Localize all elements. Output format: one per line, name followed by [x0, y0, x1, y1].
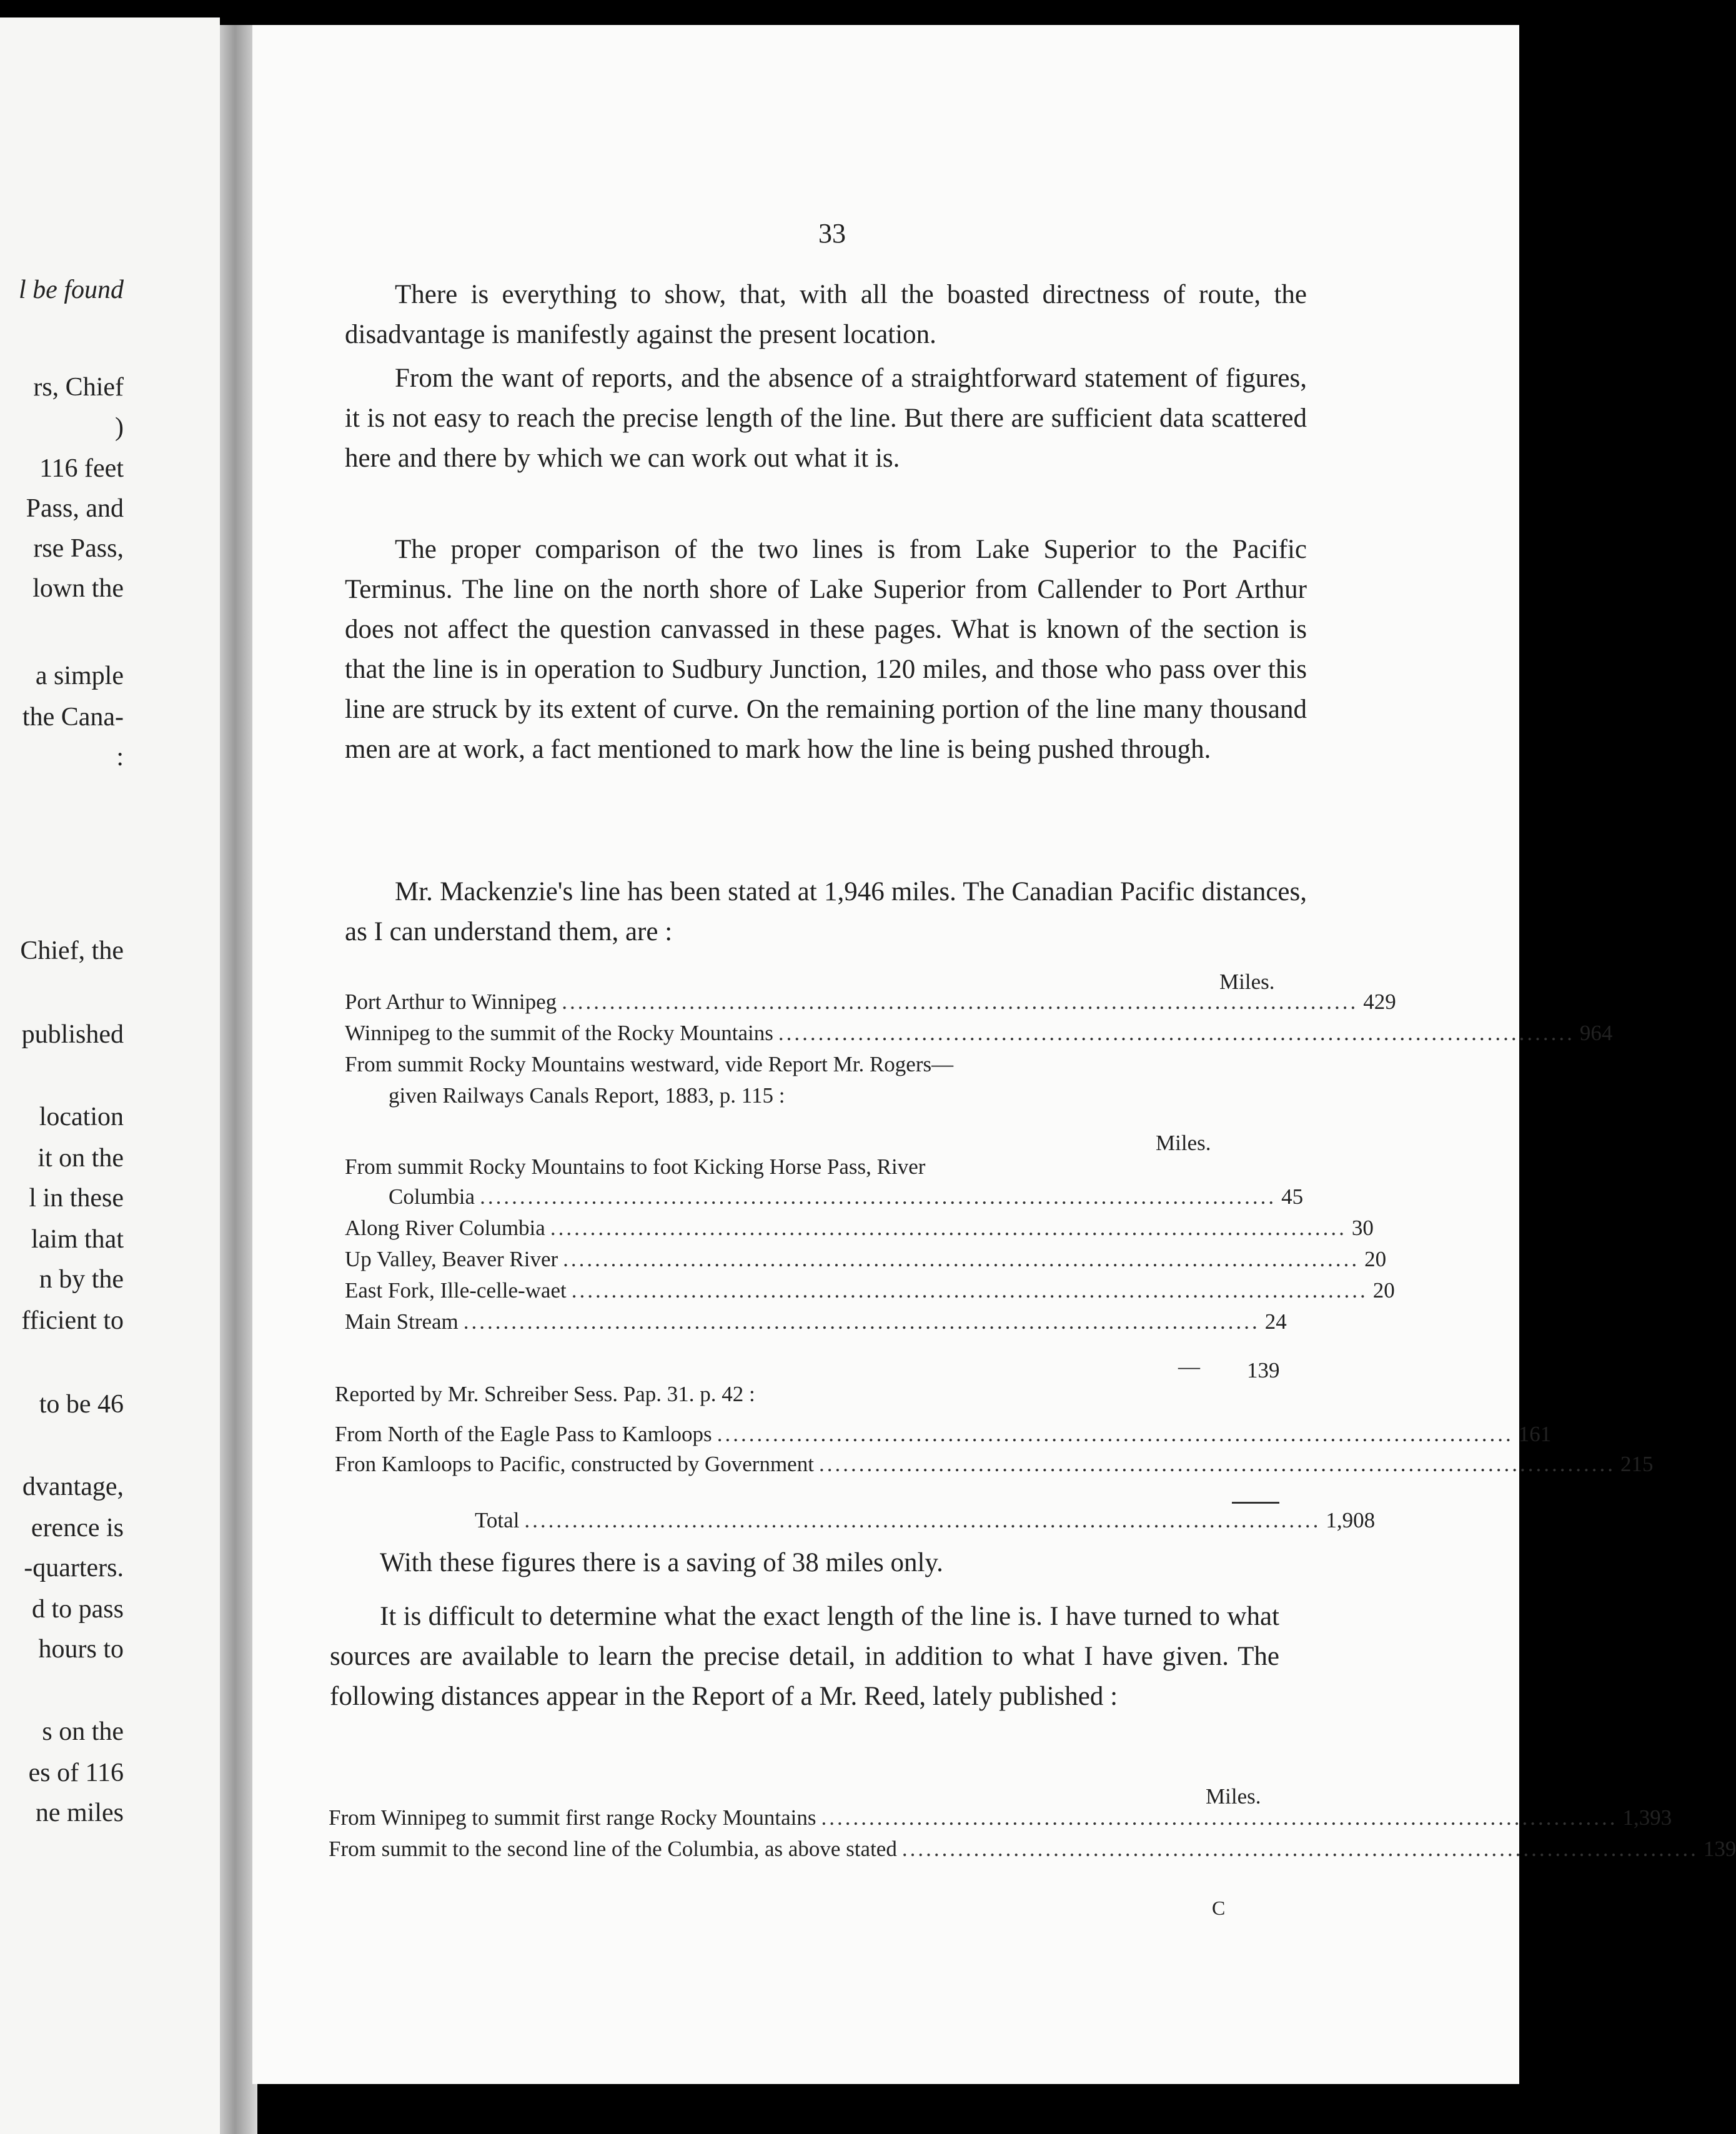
- left-fragment: dvantage,: [22, 1472, 124, 1501]
- row-value: 30: [1351, 1216, 1374, 1240]
- table-header: Miles.: [1156, 1131, 1211, 1155]
- row-label: From Winnipeg to summit first range Rocky Mountains: [329, 1805, 816, 1830]
- left-fragment: location: [39, 1103, 124, 1131]
- left-fragment: rs, Chief: [33, 373, 124, 402]
- row-label: Port Arthur to Winnipeg: [345, 990, 557, 1014]
- left-fragment: Chief, the: [20, 936, 124, 965]
- table-row: [329, 1805, 1672, 1830]
- left-fragment: published: [21, 1020, 124, 1049]
- left-fragment: ): [115, 413, 124, 442]
- row-value: 24: [1264, 1309, 1287, 1334]
- row-label: Main Stream: [345, 1309, 459, 1334]
- paragraph: From the want of reports, and the absence of a straightforward statement of figures, it is not easy to reach the precise length of the line. But there are sufficient data scattered here and there by which we can work out what it is.: [345, 364, 1307, 473]
- leader-dots: ....................................................................................................: [463, 1309, 1260, 1334]
- paragraph: With these figures there is a saving of 38 miles only.: [380, 1548, 943, 1577]
- left-fragment: Pass, and: [26, 494, 124, 523]
- row-label: Along River Columbia: [345, 1216, 545, 1240]
- leader-dots: ....................................................................................................: [563, 1247, 1360, 1271]
- leader-dots: ....................................................................................................: [901, 1837, 1699, 1861]
- left-page: [0, 17, 220, 2134]
- leader-dots: ....................................................................................................: [821, 1805, 1618, 1830]
- left-fragment: -quarters.: [24, 1554, 124, 1582]
- total-row: [475, 1508, 1376, 1533]
- row-value: 45: [1281, 1184, 1304, 1209]
- leader-dots: ....................................................................................................: [480, 1184, 1277, 1209]
- leader-dots: ....................................................................................................: [717, 1422, 1514, 1446]
- left-fragment: hours to: [38, 1635, 124, 1664]
- left-fragment: es of 116: [28, 1759, 124, 1787]
- left-fragment: :: [116, 743, 124, 772]
- leader-dots: ....................................................................................................: [524, 1508, 1321, 1532]
- row-label: Columbia: [389, 1184, 475, 1209]
- leader-dots: ....................................................................................................: [550, 1216, 1347, 1240]
- note-line: From summit Rocky Mountains westward, vide Report Mr. Rogers—: [345, 1052, 954, 1076]
- row-label: From North of the Eagle Pass to Kamloops: [335, 1422, 712, 1446]
- left-fragment: fficient to: [21, 1306, 124, 1335]
- left-fragment: laim that: [31, 1225, 124, 1254]
- row-value: 161: [1518, 1422, 1552, 1446]
- paragraph: The proper comparison of the two lines is from Lake Superior to the Pacific Terminus. The line on the north shore of Lake Superior from Callender to Port Arthur does not affect the question canvassed in these pages. What is known of the section is that the line is in operation to Sudbury Junction, 120 miles, and those who pass over this line are struck by its extent of curve. On the remaining portion of the line many thousand men are at work, a fact mentioned to mark how the line is being pushed through.: [345, 535, 1307, 764]
- row-value: 20: [1372, 1278, 1395, 1303]
- left-fragment: ne miles: [35, 1799, 124, 1827]
- row-value: 139: [1703, 1837, 1736, 1861]
- table-row: [345, 1247, 1387, 1272]
- left-fragment: to be 46: [39, 1390, 124, 1419]
- table-row: [335, 1422, 1552, 1447]
- row-label: Up Valley, Beaver River: [345, 1247, 558, 1271]
- paragraph: It is difficult to determine what the exact length of the line is. I have turned to what sources are available to learn the precise detail, in addition to what I have given. The following distances appear in the Report of a Mr. Reed, lately published :: [330, 1602, 1279, 1711]
- table-row: [345, 1021, 1613, 1046]
- left-fragment: l in these: [29, 1184, 124, 1213]
- row-value: 20: [1364, 1247, 1387, 1271]
- paragraph: There is everything to show, that, with all the boasted directness of route, the disadvantage is manifestly against the present location.: [345, 280, 1307, 349]
- table-row: [345, 1309, 1287, 1334]
- table-row: [329, 1837, 1736, 1862]
- row-value: 429: [1363, 990, 1396, 1014]
- total-rule: [1232, 1502, 1279, 1504]
- table-row: [345, 1278, 1395, 1303]
- left-fragment: s on the: [42, 1717, 124, 1746]
- leader-dots: ....................................................................................................: [571, 1278, 1368, 1303]
- left-fragment: 116 feet: [39, 454, 124, 483]
- left-fragment: a simple: [35, 662, 124, 690]
- row-value: 215: [1620, 1452, 1654, 1476]
- leader-dots: ....................................................................................................: [562, 990, 1359, 1014]
- left-fragment: rse Pass,: [33, 534, 124, 563]
- note-line: given Railways Canals Report, 1883, p. 115 :: [389, 1083, 785, 1108]
- left-fragment: it on the: [37, 1144, 124, 1173]
- leader-dots: ....................................................................................................: [818, 1452, 1615, 1476]
- total-label: Total: [475, 1508, 520, 1532]
- row-label: East Fork, Ille-celle-waet: [345, 1278, 567, 1303]
- signature-mark: C: [1212, 1897, 1226, 1919]
- total-value: 1,908: [1326, 1508, 1376, 1532]
- left-fragment: lown the: [32, 574, 124, 603]
- book-gutter: [220, 25, 257, 2134]
- row-label: From summit Rocky Mountains to foot Kicking Horse Pass, River: [345, 1154, 926, 1179]
- leader-dots: ....................................................................................................: [778, 1021, 1575, 1045]
- row-label: Fron Kamloops to Pacific, constructed by Government: [335, 1452, 814, 1476]
- report-intro: Reported by Mr. Schreiber Sess. Pap. 31. p. 42 :: [335, 1382, 755, 1406]
- left-fragment: erence is: [31, 1514, 124, 1542]
- table-row: [389, 1184, 1304, 1209]
- left-fragment: d to pass: [32, 1595, 124, 1624]
- row-value: 964: [1579, 1021, 1613, 1045]
- page-number: 33: [818, 218, 846, 249]
- subtotal-dash: —: [1178, 1354, 1200, 1379]
- table-header: Miles.: [1219, 970, 1275, 994]
- paragraph: Mr. Mackenzie's line has been stated at 1,946 miles. The Canadian Pacific distances, as I can understand them, are :: [345, 877, 1307, 946]
- table-row: [345, 990, 1396, 1015]
- left-fragment: l be found: [19, 275, 124, 304]
- table-row: [345, 1216, 1374, 1241]
- left-fragment: n by the: [39, 1265, 124, 1294]
- row-value: 1,393: [1622, 1805, 1672, 1830]
- subtotal-value: 139: [1247, 1358, 1280, 1382]
- table-header: Miles.: [1206, 1784, 1261, 1809]
- row-label: Winnipeg to the summit of the Rocky Mountains: [345, 1021, 773, 1045]
- table-row: [335, 1452, 1654, 1477]
- left-fragment: the Cana-: [22, 703, 124, 732]
- row-label: From summit to the second line of the Columbia, as above stated: [329, 1837, 897, 1861]
